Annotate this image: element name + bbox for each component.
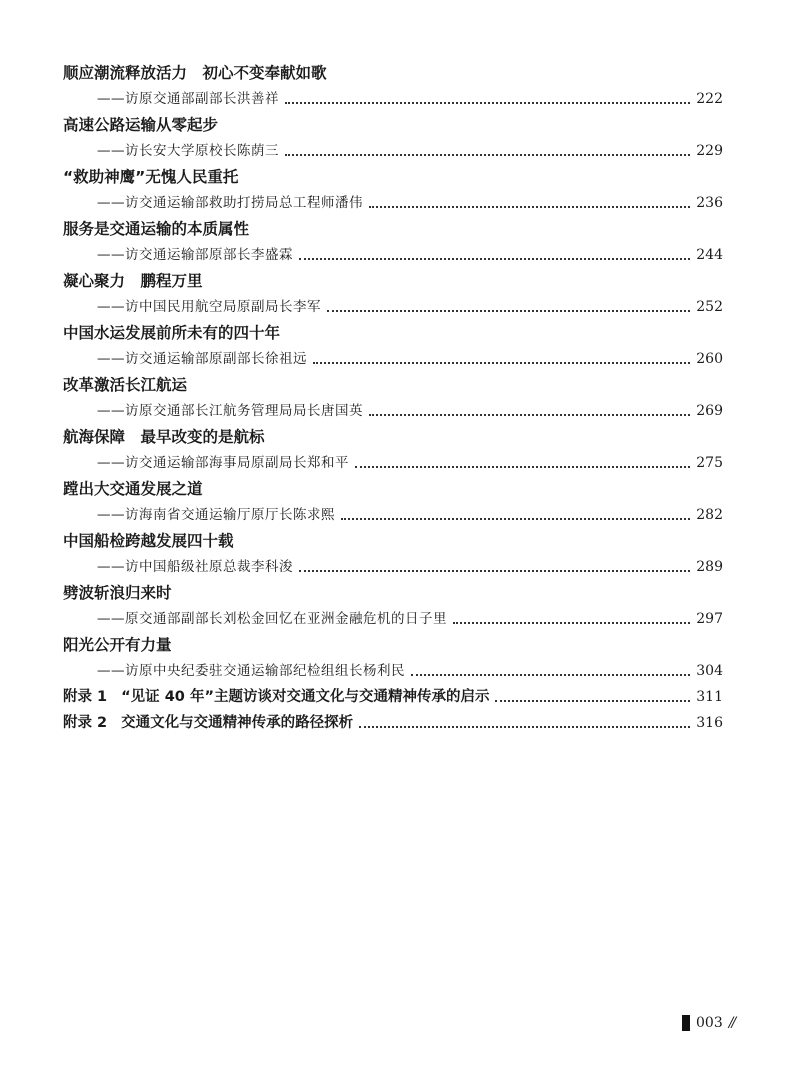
appendix-entry xyxy=(63,684,723,710)
dot-leader xyxy=(495,700,690,702)
entry-subtitle-line xyxy=(63,606,723,632)
entry-page-number: 282 xyxy=(696,507,723,523)
appendix-label: 附录 1 xyxy=(63,689,108,705)
entry-page-number: 275 xyxy=(696,455,723,471)
entry-title: 改革激活长江航运 xyxy=(63,376,188,394)
appendix-title: 交通文化与交通精神传承的路径探析 xyxy=(121,715,354,731)
toc-entry xyxy=(63,320,723,372)
entry-title: 凝心聚力 鹏程万里 xyxy=(63,272,203,290)
entry-title: 蹚出大交通发展之道 xyxy=(63,480,203,498)
toc-entry xyxy=(63,268,723,320)
entry-subtitle: ——访交通运输部原副部长徐祖远 xyxy=(97,351,307,367)
footer-page-number: 003 xyxy=(696,1015,723,1031)
toc-entry xyxy=(63,164,723,216)
entry-subtitle: ——访交通运输部原部长李盛霖 xyxy=(97,247,293,263)
entry-title: 高速公路运输从零起步 xyxy=(63,116,219,134)
entry-title: 顺应潮流释放活力 初心不变奉献如歌 xyxy=(63,64,327,82)
entry-subtitle: ——访原中央纪委驻交通运输部纪检组组长杨利民 xyxy=(97,663,405,679)
entry-subtitle-line xyxy=(63,190,723,216)
appendix-title: “见证 40 年”主题访谈对交通文化与交通精神传承的启示 xyxy=(121,689,490,705)
entry-subtitle: ——访长安大学原校长陈荫三 xyxy=(97,143,279,159)
toc-entry xyxy=(63,528,723,580)
entry-title: 中国水运发展前所未有的四十年 xyxy=(63,324,281,342)
toc-entry xyxy=(63,476,723,528)
appendix-label: 附录 2 xyxy=(63,715,108,731)
entry-page-number: 304 xyxy=(696,663,723,679)
toc-appendices xyxy=(63,684,723,736)
footer-block-icon xyxy=(682,1015,690,1031)
entry-subtitle: ——访中国民用航空局原副局长李军 xyxy=(97,299,321,315)
toc-entry xyxy=(63,112,723,164)
entry-title: 劈波斩浪归来时 xyxy=(63,584,172,602)
entry-subtitle-line xyxy=(63,398,723,424)
dot-leader xyxy=(285,102,690,104)
entry-subtitle-line xyxy=(63,450,723,476)
dot-leader xyxy=(341,518,690,520)
entry-page-number: 252 xyxy=(696,299,723,315)
table-of-contents xyxy=(63,60,723,736)
dot-leader xyxy=(453,622,690,624)
entry-subtitle: ——访原交通部副部长洪善祥 xyxy=(97,91,279,107)
entry-subtitle: ——原交通部副部长刘松金回忆在亚洲金融危机的日子里 xyxy=(97,611,447,627)
toc-entry xyxy=(63,372,723,424)
entry-page-number: 236 xyxy=(696,195,723,211)
toc-entry xyxy=(63,424,723,476)
entry-page-number: 244 xyxy=(696,247,723,263)
entry-page-number: 222 xyxy=(696,91,723,107)
entry-subtitle-line xyxy=(63,138,723,164)
toc-entries xyxy=(63,60,723,684)
entry-subtitle-line xyxy=(63,346,723,372)
entry-title: 阳光公开有力量 xyxy=(63,636,172,654)
entry-subtitle-line xyxy=(63,502,723,528)
footer-slash-mark: // xyxy=(728,1015,735,1031)
dot-leader xyxy=(285,154,690,156)
appendix-page-number: 316 xyxy=(696,715,723,731)
toc-entry xyxy=(63,216,723,268)
entry-title: 服务是交通运输的本质属性 xyxy=(63,220,250,238)
dot-leader xyxy=(359,726,690,728)
entry-subtitle-line xyxy=(63,658,723,684)
appendix-entry xyxy=(63,710,723,736)
entry-subtitle-line xyxy=(63,242,723,268)
dot-leader xyxy=(313,362,690,364)
dot-leader xyxy=(299,570,690,572)
entry-subtitle: ——访交通运输部救助打捞局总工程师潘伟 xyxy=(97,195,363,211)
entry-subtitle-line xyxy=(63,554,723,580)
dot-leader xyxy=(299,258,690,260)
entry-subtitle: ——访原交通部长江航务管理局局长唐国英 xyxy=(97,403,363,419)
dot-leader xyxy=(369,414,690,416)
entry-title: 航海保障 最早改变的是航标 xyxy=(63,428,265,446)
entry-subtitle: ——访海南省交通运输厅原厅长陈求熙 xyxy=(97,507,335,523)
entry-title: “救助神鹰”无愧人民重托 xyxy=(63,168,239,186)
page-footer xyxy=(682,1015,734,1031)
appendix-page-number: 311 xyxy=(696,689,723,705)
toc-entry xyxy=(63,580,723,632)
entry-page-number: 297 xyxy=(696,611,723,627)
entry-page-number: 289 xyxy=(696,559,723,575)
entry-page-number: 229 xyxy=(696,143,723,159)
dot-leader xyxy=(355,466,690,468)
toc-entry xyxy=(63,60,723,112)
entry-subtitle: ——访中国船级社原总裁李科浚 xyxy=(97,559,293,575)
toc-entry xyxy=(63,632,723,684)
entry-subtitle-line xyxy=(63,86,723,112)
dot-leader xyxy=(369,206,690,208)
entry-subtitle-line xyxy=(63,294,723,320)
dot-leader xyxy=(327,310,690,312)
entry-page-number: 260 xyxy=(696,351,723,367)
entry-page-number: 269 xyxy=(696,403,723,419)
entry-subtitle: ——访交通运输部海事局原副局长郑和平 xyxy=(97,455,349,471)
entry-title: 中国船检跨越发展四十载 xyxy=(63,532,234,550)
dot-leader xyxy=(411,674,690,676)
